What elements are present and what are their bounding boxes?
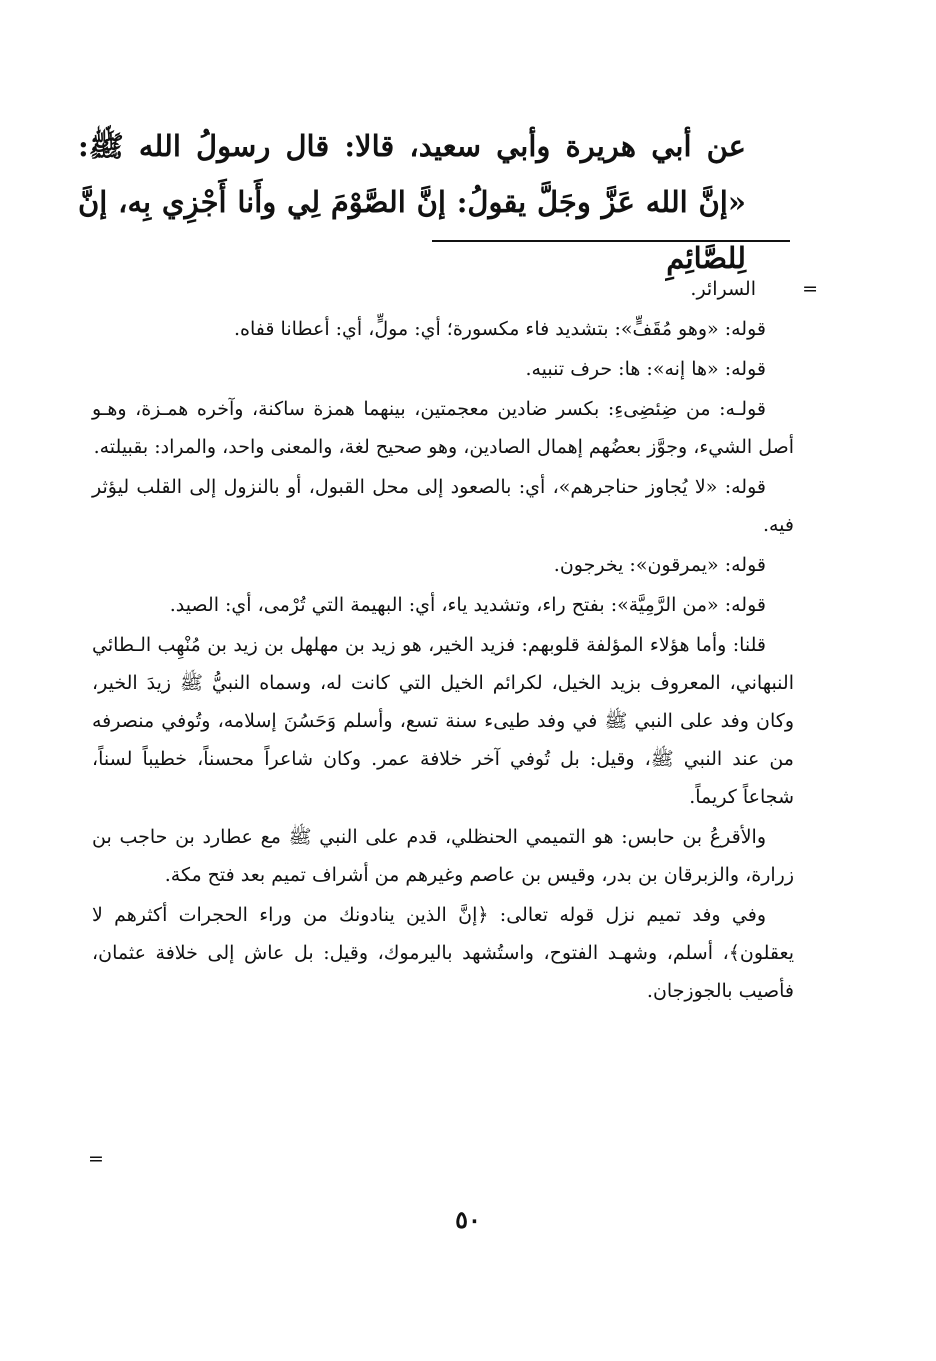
footnote-paragraph: والأقرعُ بن حابس: هو التميمي الحنظلي، قدم على النبي ﷺ مع عطارد بن حاجب بن زرارة، والزبرقان بن بدر، وقيس بن عاصم وغيرهم من أشراف تميم بعد فتح مكة.: [92, 826, 794, 886]
footnote-paragraph: قوله: «يمرقون»: يخرجون.: [553, 554, 766, 576]
hadith-text: [78, 118, 746, 286]
page-number: ٥٠: [455, 1205, 481, 1234]
footnote-paragraph: قوله: «لا يُجاوز حناجرهم»، أي: بالصعود إلى محل القبول، أو بالنزول إلى القلب ليؤثر فيه.: [92, 476, 794, 536]
footnote-separator: [432, 240, 790, 242]
footnote-paragraph: قوله: «من الرَّمِيَّة»: بفتح راء، وتشديد ياء، أي: البهيمة التي تُرْمى، أي: الصيد.: [169, 594, 766, 616]
footnote-paragraph: قولـه: من ضِئضِىءِ: بكسر ضادين معجمتين، بينهما همزة ساكنة، وآخره همـزة، وهـو أصل الشيء، وجوَّز بعضُهم إهمال الصادين، وهو صحيح لغة، والمعنى واحد، والمراد: بقبيلته.: [92, 398, 794, 458]
footnote-paragraph: السرائر.: [690, 278, 756, 300]
footnote-paragraph: قوله: «ها إنه»: ها: حرف تنبيه.: [525, 358, 766, 380]
footnote-paragraph: قلنا: وأما هؤلاء المؤلفة قلوبهم: فزيد الخير، هو زيد بن مهلهل بن زيد بن مُنْهِب الـطائي النبهاني، المعروف بزيد الخيل، لكرائم الخيل التي كانت له، وسماه النبيُّ ﷺ زيدَ الخير، وكان وفد على النبي ﷺ في وفد طيىء سنة تسع، وأسلم وَحَسُنَ إسلامه، وتُوفي منصرفه من عند النبي ﷺ، وقيل: بل تُوفي آخر خلافة عمر. وكان شاعراً محسناً، خطيباً لسناً، شجاعاً كريماً.: [92, 634, 794, 808]
footnotes: [92, 270, 794, 1012]
hadith-paragraph: عن أبي هريرة وأبي سعيد، قالا: قال رسولُ الله ﷺ: «إنَّ الله عَزَّ وجَلَّ يقولُ: إنَّ الصَّوْمَ لِي وأَنا أَجْزِي بِه، إنَّ لِلصَّائِمِ: [78, 129, 746, 275]
footnote-continuation-marker-start: =: [802, 278, 818, 300]
footnote-paragraph: وفي وفد تميم نزل قوله تعالى: ﴿إنَّ الذين ينادونك من وراء الحجرات أكثرهم لا يعقلون﴾، أسلم، وشهـد الفتوح، واستُشهد باليرموك، وقيل: بل عاش إلى خلافة عثمان، فأصيب بالجوزجان.: [92, 904, 794, 1002]
footnote-paragraph: قوله: «وهو مُقَفٍّ»: بتشديد فاء مكسورة؛ أي: مولٍّ، أي: أعطانا قفاه.: [234, 318, 766, 340]
footnote-continuation-marker-end: =: [88, 1148, 104, 1170]
